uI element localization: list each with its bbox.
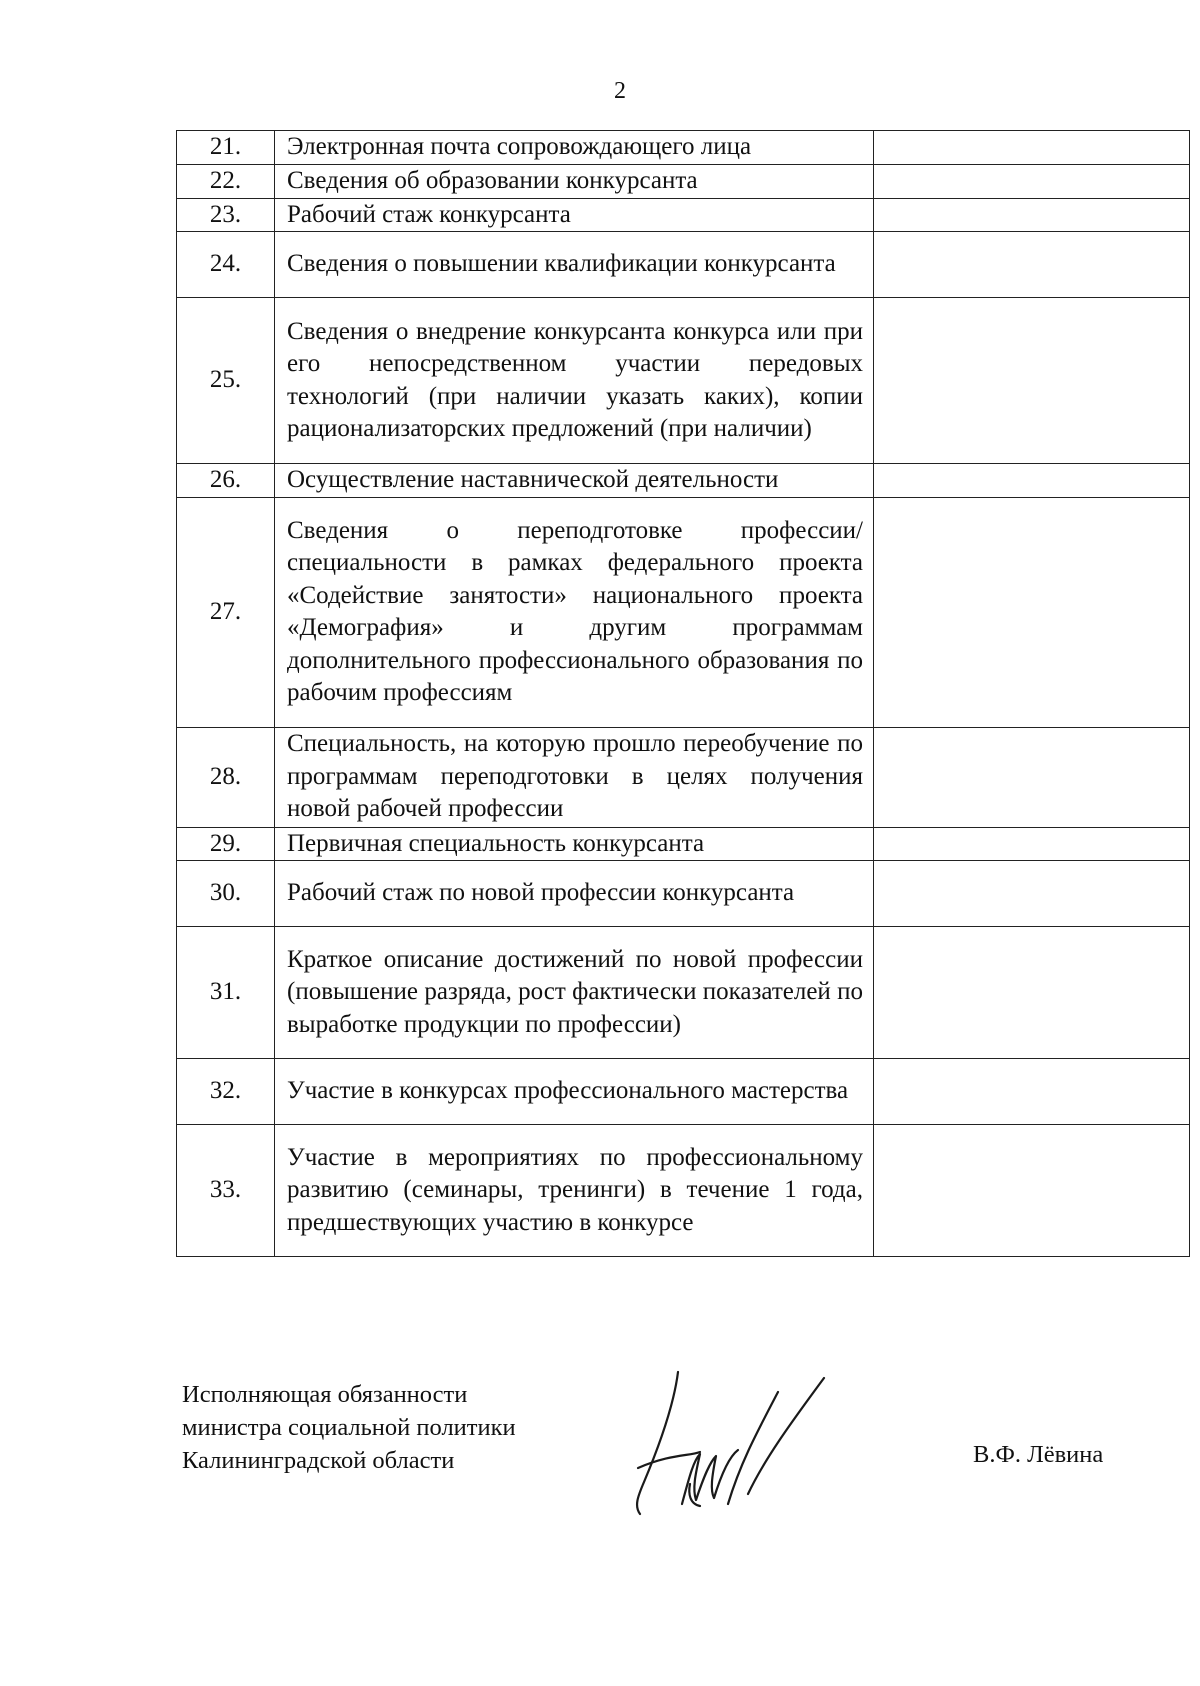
row-number: 23. (177, 198, 275, 232)
table-row (177, 497, 1190, 727)
row-value-cell (874, 727, 1190, 827)
row-value-cell (874, 131, 1190, 165)
row-label: Участие в конкурсах профессионального мастерства (275, 1059, 874, 1125)
row-label: Сведения о внедрение конкурсанта конкурса или при его непосредственном участии передовых технологий (при наличии указать каких), копии рационализаторских предложений (при наличии) (275, 298, 874, 464)
row-number: 26. (177, 464, 275, 498)
row-value-cell (874, 927, 1190, 1059)
row-label: Осуществление наставнической деятельности (275, 464, 874, 498)
signatory-position (182, 1378, 516, 1477)
row-label: Первичная специальность конкурсанта (275, 827, 874, 861)
row-label: Сведения о переподготовке профессии/специальности в рамках федерального проекта «Содействие занятости» национального проекта «Демография» и другим программам дополнительного профессионального образования по рабочим профессиям (275, 497, 874, 727)
row-value-cell (874, 827, 1190, 861)
position-line: министра социальной политики (182, 1414, 516, 1441)
table-row (177, 827, 1190, 861)
row-value-cell (874, 298, 1190, 464)
row-number: 25. (177, 298, 275, 464)
row-label: Краткое описание достижений по новой профессии (повышение разряда, рост фактически показателей по выработке продукции по профессии) (275, 927, 874, 1059)
row-label: Рабочий стаж конкурсанта (275, 198, 874, 232)
row-number: 22. (177, 165, 275, 199)
position-line: Исполняющая обязанности (182, 1381, 468, 1408)
row-number: 21. (177, 131, 275, 165)
row-label: Рабочий стаж по новой профессии конкурсанта (275, 861, 874, 927)
row-number: 30. (177, 861, 275, 927)
table-row (177, 298, 1190, 464)
row-value-cell (874, 198, 1190, 232)
row-number: 24. (177, 232, 275, 298)
table-row (177, 198, 1190, 232)
handwritten-signature (630, 1364, 830, 1524)
row-value-cell (874, 232, 1190, 298)
row-label: Сведения об образовании конкурсанта (275, 165, 874, 199)
row-label: Сведения о повышении квалификации конкурсанта (275, 232, 874, 298)
row-value-cell (874, 497, 1190, 727)
table-row (177, 1059, 1190, 1125)
table-row (177, 861, 1190, 927)
table-row (177, 727, 1190, 827)
row-value-cell (874, 1059, 1190, 1125)
position-line: Калининградской области (182, 1447, 455, 1474)
signer-name: В.Ф. Лёвина (973, 1441, 1104, 1468)
table-row (177, 131, 1190, 165)
table-row (177, 464, 1190, 498)
row-number: 31. (177, 927, 275, 1059)
row-label: Электронная почта сопровождающего лица (275, 131, 874, 165)
row-value-cell (874, 464, 1190, 498)
row-number: 28. (177, 727, 275, 827)
page-number: 2 (614, 78, 626, 104)
table-row (177, 165, 1190, 199)
table-row (177, 927, 1190, 1059)
row-number: 33. (177, 1125, 275, 1257)
table-row (177, 232, 1190, 298)
row-number: 27. (177, 497, 275, 727)
form-table (176, 130, 1190, 1257)
row-value-cell (874, 861, 1190, 927)
row-label: Специальность, на которую прошло переобучение по программам переподготовки в целях получения новой рабочей профессии (275, 727, 874, 827)
row-value-cell (874, 1125, 1190, 1257)
row-value-cell (874, 165, 1190, 199)
table-row (177, 1125, 1190, 1257)
row-label: Участие в мероприятиях по профессиональному развитию (семинары, тренинги) в течение 1 года, предшествующих участию в конкурсе (275, 1125, 874, 1257)
row-number: 29. (177, 827, 275, 861)
row-number: 32. (177, 1059, 275, 1125)
